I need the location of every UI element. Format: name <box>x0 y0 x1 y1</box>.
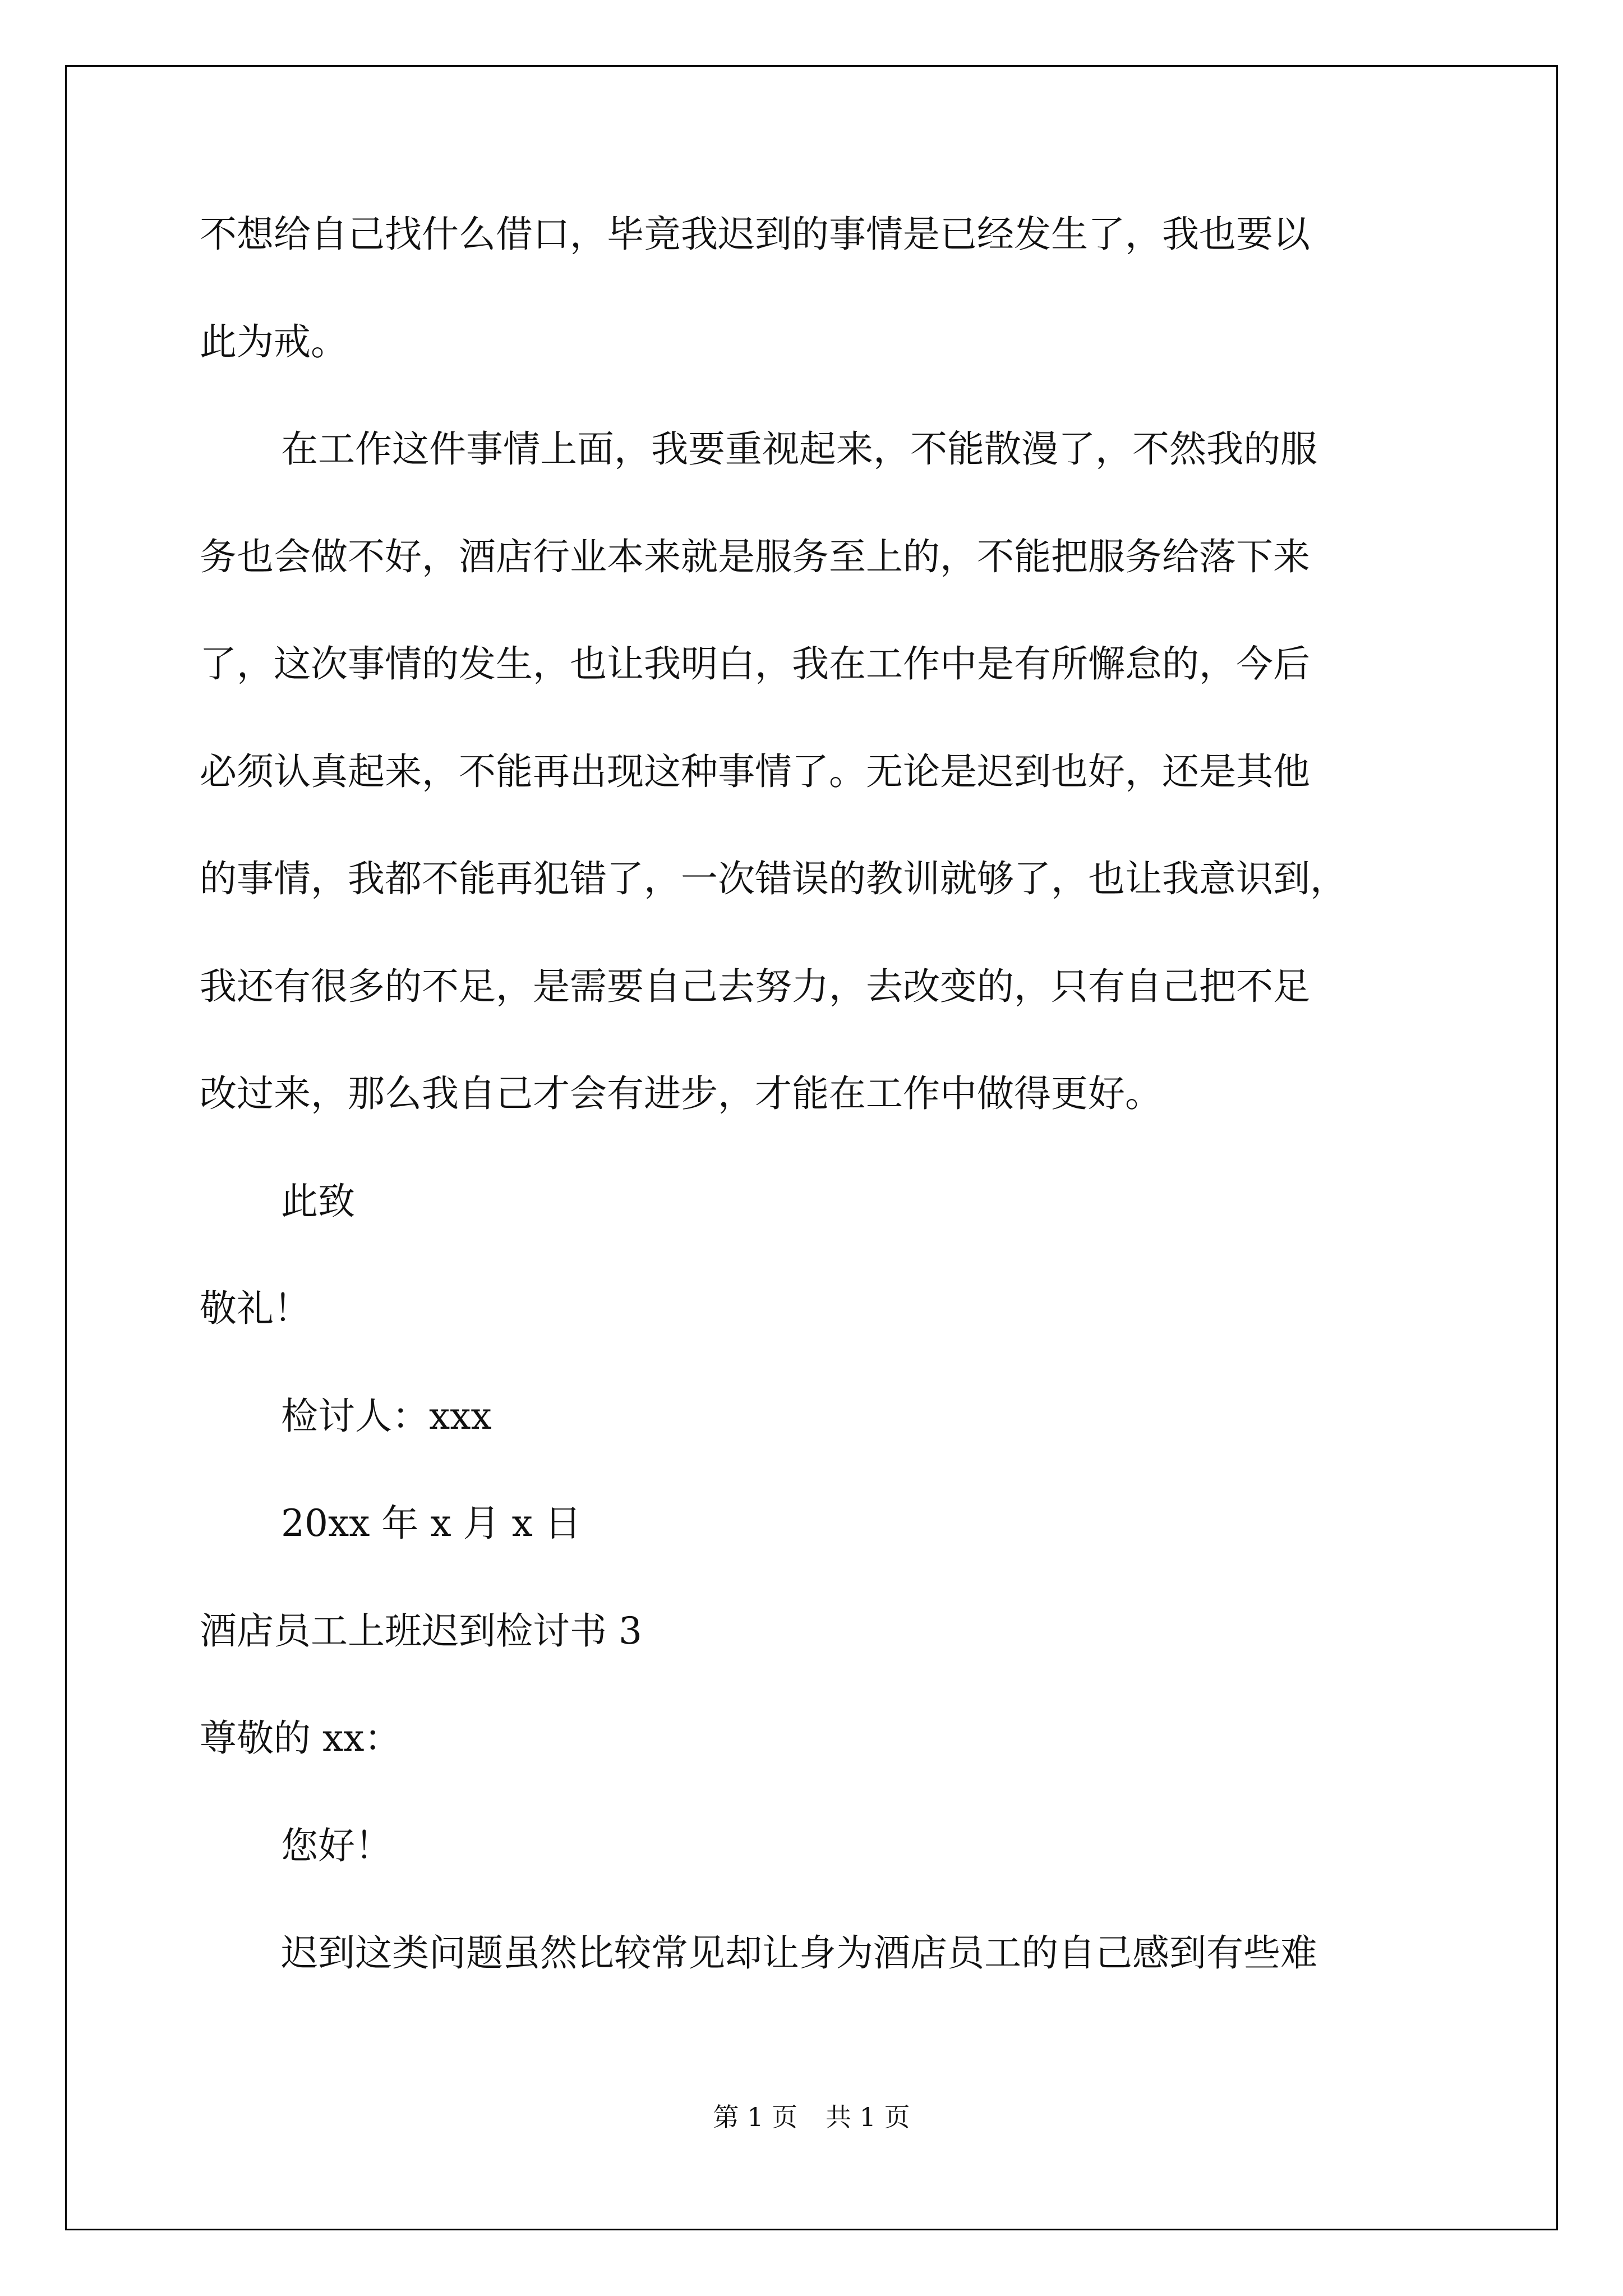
greeting: 您好！ <box>281 1824 392 1867</box>
signature-line: 检讨人：xxx <box>281 1394 492 1438</box>
text-line: 不想给自己找什么借口，毕竟我迟到的事情是已经发生了，我也要以 <box>200 213 1310 256</box>
page-footer <box>0 2097 1623 2134</box>
greeting-recipient: 尊敬的 xx： <box>200 1717 402 1760</box>
text-line: 了，这次事情的发生，也让我明白，我在工作中是有所懈怠的，今后 <box>200 642 1310 685</box>
text-line: 我还有很多的不足，是需要自己去努力，去改变的，只有自己把不足 <box>200 964 1310 1008</box>
page-number: 第 1 页 <box>713 2102 797 2132</box>
text-line: 在工作这件事情上面，我要重视起来，不能散漫了，不然我的服 <box>281 427 1317 471</box>
date-line: 20xx 年 x 月 x 日 <box>281 1502 582 1545</box>
text-line: 此为戒。 <box>200 320 348 364</box>
text-line: 改过来，那么我自己才会有进步，才能在工作中做得更好。 <box>200 1072 1162 1115</box>
closing-salutation: 此致 <box>281 1179 355 1223</box>
closing-regards: 敬礼！ <box>200 1287 311 1330</box>
section-heading: 酒店员工上班迟到检讨书 3 <box>200 1609 642 1653</box>
page-total: 共 1 页 <box>826 2102 910 2132</box>
document-body <box>200 213 1423 2042</box>
text-line: 的事情，我都不能再犯错了，一次错误的教训就够了，也让我意识到， <box>200 857 1347 900</box>
text-line: 务也会做不好，酒店行业本来就是服务至上的，不能把服务给落下来 <box>200 535 1310 578</box>
text-line: 迟到这类问题虽然比较常见却让身为酒店员工的自己感到有些难 <box>281 1931 1317 1975</box>
text-line: 必须认真起来，不能再出现这种事情了。无论是迟到也好，还是其他 <box>200 749 1310 793</box>
